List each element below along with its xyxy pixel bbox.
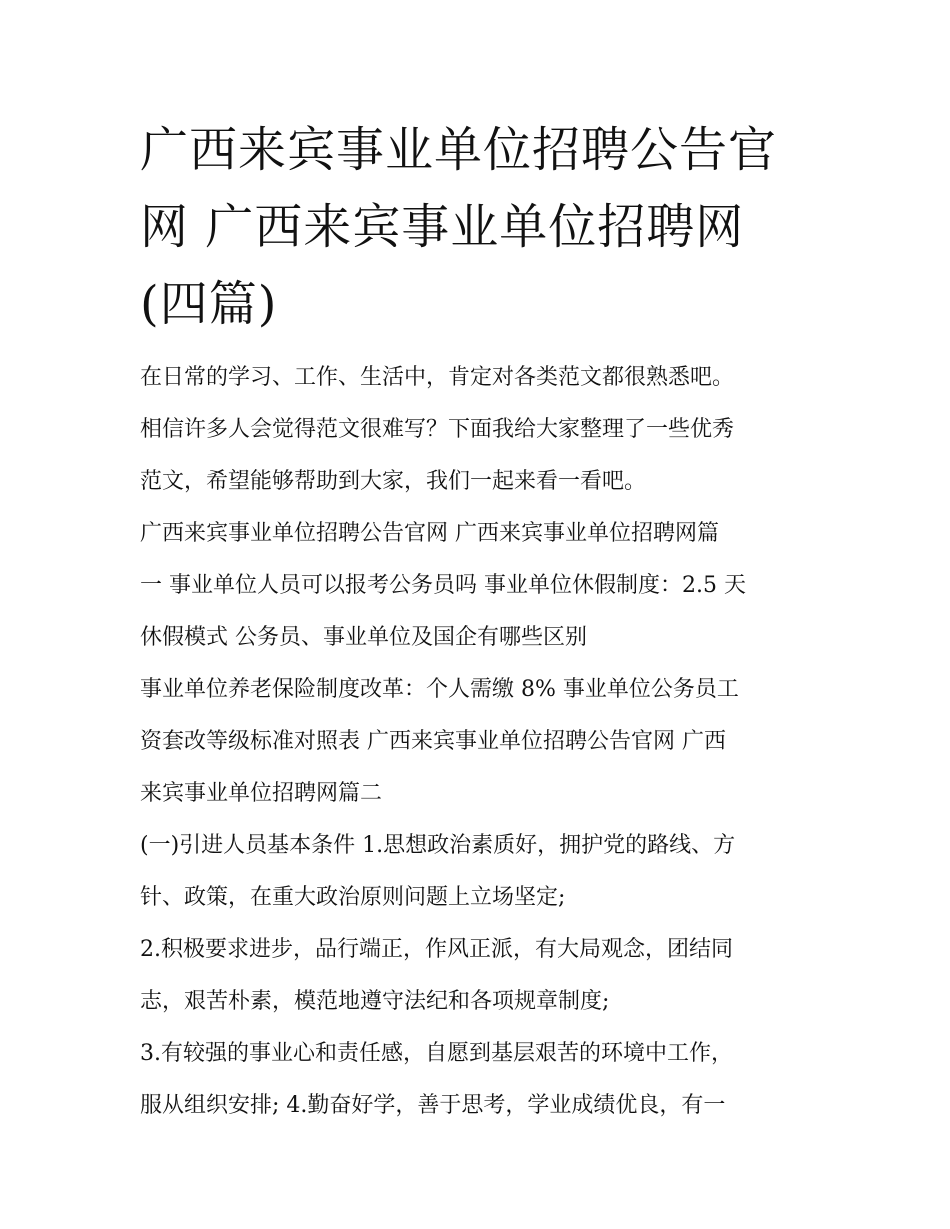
- text-line: 来宾事业单位招聘网篇二: [140, 781, 383, 806]
- document-body: [140, 352, 830, 1132]
- text-line: 范文，希望能够帮助到大家，我们一起来看一看吧。: [140, 469, 647, 494]
- text-line: 一 事业单位人员可以报考公务员吗 事业单位休假制度：2.5 天: [140, 573, 746, 598]
- text-line: 休假模式 公务员、事业单位及国企有哪些区别: [140, 625, 587, 650]
- document-title: [140, 112, 820, 343]
- text-line: 相信许多人会觉得范文很难写？下面我给大家整理了一些优秀: [140, 417, 735, 442]
- text-line: 针、政策，在重大政治原则问题上立场坚定;: [140, 885, 566, 910]
- text-line: 事业单位养老保险制度改革：个人需缴 8% 事业单位公务员工: [140, 677, 739, 702]
- condition-paragraph: [140, 924, 830, 1028]
- section-one-paragraph: [140, 508, 830, 664]
- condition-paragraph: [140, 820, 830, 924]
- text-line: 资套改等级标准对照表 广西来宾事业单位招聘公告官网 广西: [140, 729, 726, 754]
- condition-paragraph: [140, 1028, 830, 1132]
- section-two-paragraph: [140, 664, 830, 820]
- text-line: 3.有较强的事业心和责任感，自愿到基层艰苦的环境中工作，: [140, 1041, 733, 1066]
- title-line: (四篇): [140, 276, 278, 332]
- title-line: 网 广西来宾事业单位招聘网: [140, 199, 745, 255]
- title-line: 广西来宾事业单位招聘公告官: [140, 122, 778, 178]
- text-line: 广西来宾事业单位招聘公告官网 广西来宾事业单位招聘网篇: [140, 521, 719, 546]
- text-line: 服从组织安排; 4.勤奋好学，善于思考，学业成绩优良，有一: [140, 1093, 726, 1118]
- text-line: (一)引进人员基本条件 1.思想政治素质好，拥护党的路线、方: [140, 833, 736, 858]
- intro-paragraph: [140, 352, 830, 508]
- text-line: 2.积极要求进步，品行端正，作风正派，有大局观念，团结同: [140, 937, 733, 962]
- text-line: 志，艰苦朴素，模范地遵守法纪和各项规章制度;: [140, 989, 610, 1014]
- text-line: 在日常的学习、工作、生活中，肯定对各类范文都很熟悉吧。: [140, 365, 735, 390]
